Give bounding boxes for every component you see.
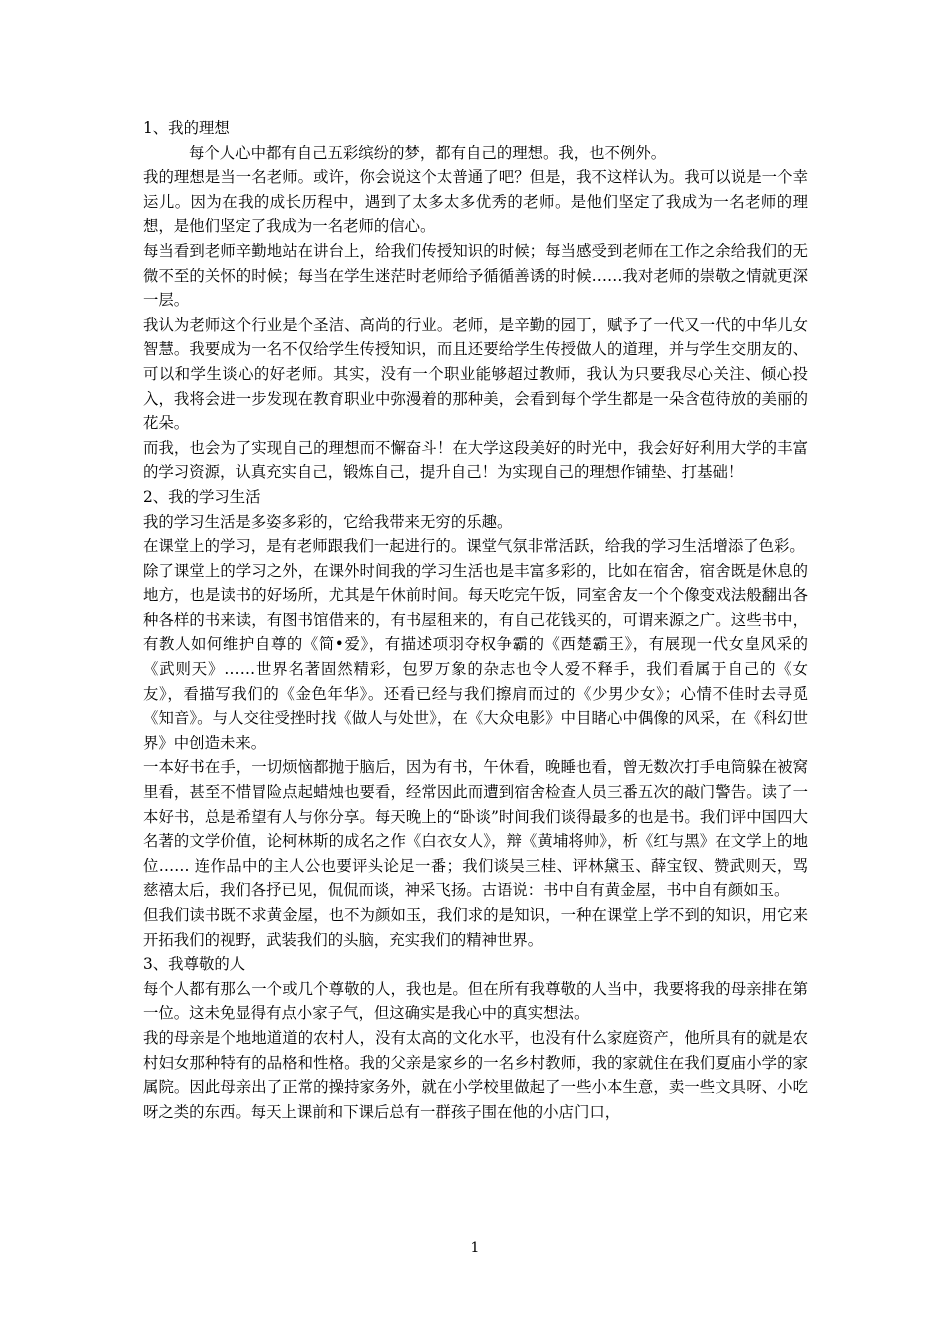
section-3-paragraph-2: 我的母亲是个地地道道的农村人，没有太高的文化水平，也没有什么家庭资产，他所具有的就是农村妇女那种特有的品格和性格。我的父亲是家乡的一名乡村教师，我的家就住在我们夏庙小学的家属院。因此母亲出了正常的操持家务外，就在小学校里做起了一些小本生意，卖一些文具呀、小吃呀之类的东西。每天上课前和下课后总有一群孩子围在他的小店门口， [143,1028,808,1121]
section-3-heading: 3、我尊敬的人 [143,955,246,974]
section-1-paragraph-3: 每当看到老师辛勤地站在讲台上，给我们传授知识的时候；每当感受到老师在工作之余给我们的无微不至的关怀的时候；每当在学生迷茫时老师给予循循善诱的时候……我对老师的崇敬之情就更深一层。 [143,241,808,310]
section-1-paragraph-4: 我认为老师这个行业是个圣洁、高尚的行业。老师，是辛勤的园丁，赋予了一代又一代的中华儿女智慧。我要成为一名不仅给学生传授知识，而且还要给学生传授做人的道理，并与学生交朋友的、可以和学生谈心的好老师。其实，没有一个职业能够超过教师，我认为只要我尽心关注、倾心投入，我将会进一步发现在教育职业中弥漫着的那种美，会看到每个学生都是一朵含苞待放的美丽的花朵。 [143,315,808,433]
section-1-paragraph-5: 而我，也会为了实现自己的理想而不懈奋斗！在大学这段美好的时光中，我会好好利用大学的丰富的学习资源，认真充实自己，锻炼自己，提升自己！为实现自己的理想作铺垫、打基础！ [143,438,808,482]
section-2-paragraph-1: 我的学习生活是多姿多彩的，它给我带来无穷的乐趣。 [143,512,513,531]
section-2-paragraph-2: 在课堂上的学习，是有老师跟我们一起进行的。课堂气氛非常活跃，给我的学习生活增添了色彩。 [143,537,805,556]
section-1-heading: 1、我的理想 [143,119,230,137]
page-number: 1 [470,1240,480,1256]
section-1-paragraph-1: 每个人心中都有自己五彩缤纷的梦，都有自己的理想。我，也不例外。 [189,143,667,162]
section-2-paragraph-4: 一本好书在手，一切烦恼都抛于脑后，因为有书，午休看，晚睡也看，曾无数次打手电筒躲在被窝里看，甚至不惜冒险点起蜡烛也要看，经常因此而遭到宿舍检查人员三番五次的敲门警告。读了一本好书，总是希望有人与你分享。每天晚上的“卧谈”时间我们谈得最多的也是书。我们评中国四大名著的文学价值，论柯林斯的成名之作《白衣女人》，辩《黄埔将帅》，析《红与黑》在文学上的地位…… 连作品中的主人公也要评头论足一番；我们谈吴三桂、评林黛玉、薛宝钗、赞武则天，骂慈禧太后，我们各抒已见，侃侃而谈，神采飞扬。古语说：书中自有黄金屋，书中自有颜如玉。 [143,758,808,900]
section-1-paragraph-2: 我的理想是当一名老师。或许，你会说这个太普通了吧？但是，我不这样认为。我可以说是一个幸运儿。因为在我的成长历程中，遇到了太多太多优秀的老师。是他们坚定了我成为一名老师的理想，是他们坚定了我成为一名老师的信心。 [143,168,808,236]
section-2-heading: 2、我的学习生活 [143,487,261,506]
section-2-paragraph-5: 但我们读书既不求黄金屋，也不为颜如玉，我们求的是知识，一种在课堂上学不到的知识，用它来开拓我们的视野，武装我们的头脑，充实我们的精神世界。 [143,906,808,949]
section-3-paragraph-1: 每个人都有那么一个或几个尊敬的人，我也是。但在所有我尊敬的人当中，我要将我的母亲排在第一位。这未免显得有点小家子气，但这确实是我心中的真实想法。 [143,979,808,1023]
document-body [143,116,808,1124]
section-2-paragraph-3: 除了课堂上的学习之外，在课外时间我的学习生活也是丰富多彩的，比如在宿舍，宿舍既是休息的地方，也是读书的好场所，尤其是午休前时间。每天吃完午饭，同室舍友一个个像变戏法般翻出各种各样的书来读，有图书馆借来的，有书屋租来的，有自己花钱买的，可谓来源之广。这些书中，有教人如何维护自尊的《简•爱》，有描述项羽夺权争霸的《西楚霸王》，有展现一代女皇风采的《武则天》……世界名著固然精彩，包罗万象的杂志也令人爱不释手，我们看属于自己的《女友》，看描写我们的《金色年华》。还看已经与我们擦肩而过的《少男少女》；心情不佳时去寻觅《知音》。与人交往受挫时找《做人与处世》，在《大众电影》中目睹心中偶像的风采，在《科幻世界》中创造未来。 [143,561,808,752]
